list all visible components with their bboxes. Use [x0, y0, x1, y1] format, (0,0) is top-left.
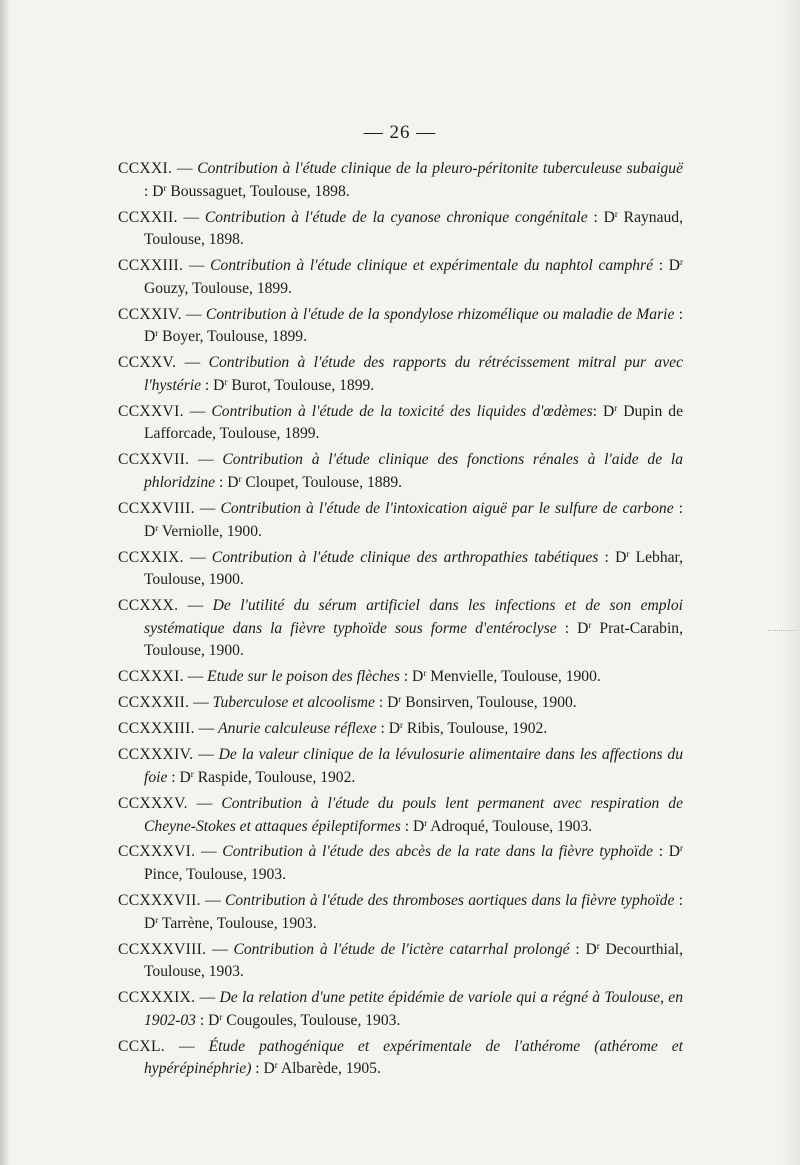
thesis-entry	[118, 255, 683, 300]
entry-doctor-prefix: D	[668, 257, 680, 275]
entry-separator: :	[653, 843, 669, 861]
entry-dash: —	[206, 940, 234, 958]
entry-dash: —	[176, 354, 209, 372]
entry-title: Contribution à l'étude clinique et expérimentale du naphtol camphré	[210, 257, 654, 275]
entry-doctor-superscript: r	[596, 940, 600, 951]
entry-separator: :	[167, 768, 180, 786]
thesis-entry	[118, 841, 683, 886]
entry-title: Contribution à l'étude de l'intoxication aiguë par le sulfure de carbone	[220, 500, 674, 518]
entry-author: Raynaud, Toulouse, 1898.	[144, 208, 683, 249]
entry-doctor-prefix: D	[179, 768, 191, 786]
entry-title: Contribution à l'étude de l'ictère catarrhal prolongé	[233, 940, 570, 958]
thesis-entry	[118, 449, 683, 494]
entry-number: CCXXVIII.	[118, 500, 195, 518]
entry-number: CCXXIX.	[118, 548, 184, 566]
entry-dash: —	[183, 402, 212, 420]
scan-page-edge	[782, 0, 800, 1165]
entry-title: Anurie calculeuse réflexe	[218, 720, 377, 738]
entry-number: CCXXXVIII.	[118, 940, 207, 958]
entry-title: De l'utilité du sérum artificiel dans les infections et de son emploi systématique dans la fièvre typhoïde sous forme d'entéroclyse	[144, 597, 683, 637]
entry-dash: —	[183, 548, 212, 566]
entry-author: Burot, Toulouse, 1899.	[227, 376, 375, 394]
entry-number: CCXXXV.	[118, 794, 188, 812]
entry-doctor-superscript: r	[219, 1011, 223, 1022]
entry-separator: :	[674, 892, 683, 910]
entry-separator: :	[674, 305, 684, 323]
entry-author: Menvielle, Toulouse, 1900.	[426, 668, 601, 686]
entry-doctor-superscript: r	[680, 257, 683, 268]
entry-number: CCXXXII.	[118, 694, 190, 712]
thesis-entry	[118, 666, 683, 689]
entry-dash: —	[183, 257, 211, 275]
entry-author: Boussaguet, Toulouse, 1898.	[166, 182, 350, 200]
entry-doctor-superscript: r	[680, 843, 684, 854]
thesis-entry	[118, 1036, 683, 1081]
entry-number: CCXXI.	[118, 160, 173, 177]
thesis-entry	[118, 793, 683, 838]
entry-title: Contribution à l'étude clinique des arthropathies tabétiques	[211, 548, 599, 566]
entry-doctor-superscript: r	[155, 522, 159, 533]
entry-author: Dupin de Lafforcade, Toulouse, 1899.	[144, 402, 683, 443]
entry-dash: —	[200, 892, 225, 910]
entry-doctor-prefix: D	[388, 720, 401, 738]
entry-author: Lebhar, Toulouse, 1900.	[144, 548, 683, 589]
thesis-entry	[118, 692, 683, 715]
entry-separator: :	[195, 1011, 209, 1029]
entry-author: Decourthial, Toulouse, 1903.	[144, 940, 683, 981]
entry-doctor-superscript: r	[588, 619, 592, 630]
thesis-entry	[118, 987, 683, 1032]
entry-dash: —	[187, 794, 222, 812]
entry-doctor-superscript: r	[626, 548, 630, 559]
entry-doctor-prefix: D	[577, 619, 589, 637]
entry-author: Verniolle, 1900.	[158, 522, 262, 540]
entry-separator: :	[556, 619, 578, 637]
thesis-entry	[118, 939, 683, 984]
entry-dash: —	[195, 843, 223, 861]
entry-doctor-prefix: D	[603, 208, 615, 226]
entry-dash: —	[172, 160, 198, 177]
entry-separator: :	[653, 257, 669, 275]
entry-separator: :	[598, 548, 616, 566]
entry-title: Contribution à l'étude clinique des fonctions rénales à l'aide de la phloridzine	[144, 451, 683, 492]
entry-dash: —	[165, 1037, 209, 1055]
entry-doctor-prefix: D	[213, 376, 225, 394]
entry-doctor-superscript: r	[155, 914, 159, 925]
entry-doctor-prefix: D	[615, 548, 627, 566]
entry-author: Prat-Carabin, Toulouse, 1900.	[144, 619, 683, 660]
scan-binding-shadow	[0, 0, 10, 1165]
entry-doctor-prefix: D	[387, 694, 399, 712]
entry-title: Contribution à l'étude de la spondylose rhizomélique ou maladie de Marie	[205, 305, 675, 323]
entry-author: Ribis, Toulouse, 1902.	[403, 720, 548, 738]
thesis-entry	[118, 401, 683, 446]
thesis-entry	[118, 207, 683, 252]
thesis-entry	[118, 158, 683, 203]
entry-title: Contribution à l'étude des thromboses aortiques dans la fièvre typhoïde	[224, 892, 675, 910]
entry-author: Adroqué, Toulouse, 1903.	[427, 817, 593, 835]
entry-title: Etude sur le poison des flèches	[207, 668, 400, 686]
entry-separator: :	[144, 182, 153, 200]
page-number: — 26 —	[363, 122, 437, 143]
entry-dash: —	[177, 208, 205, 226]
entry-dash: —	[195, 989, 220, 1007]
entry-doctor-superscript: r	[190, 768, 194, 779]
entry-dash: —	[193, 746, 219, 764]
thesis-entry	[118, 352, 683, 397]
thesis-entry	[118, 744, 683, 789]
entry-doctor-superscript: r	[224, 376, 228, 387]
entry-number: CCXXIII.	[118, 257, 184, 275]
entry-number: CCXXIV.	[118, 305, 182, 323]
entry-separator: :	[374, 694, 388, 712]
entry-number: CCXXX.	[118, 597, 179, 615]
entry-separator: :	[400, 817, 413, 835]
entry-author: Cougoules, Toulouse, 1903.	[222, 1011, 401, 1029]
thesis-entry	[118, 304, 683, 349]
entry-doctor-prefix: D	[263, 1060, 275, 1078]
entry-author: Tarrène, Toulouse, 1903.	[158, 914, 317, 932]
entry-title: Contribution à l'étude clinique de la pleuro-péritonite tuberculeuse subaiguë	[197, 160, 683, 177]
entry-number: CCXXII.	[118, 208, 178, 226]
entry-title: Contribution à l'étude de la cyanose chronique congénitale	[204, 208, 588, 226]
entry-title: Contribution à l'étude des abcès de la rate dans la fièvre typhoïde	[222, 843, 654, 861]
entry-author: Cloupet, Toulouse, 1889.	[241, 474, 403, 492]
entry-number: CCXXXIII.	[118, 720, 195, 738]
entry-doctor-prefix: D	[208, 1011, 220, 1029]
entry-doctor-prefix: D	[412, 668, 424, 686]
entry-title: Contribution à l'étude du pouls lent permanent avec respiration de Cheyne-Stokes et attaques épileptiformes	[144, 794, 684, 835]
entry-doctor-prefix: D	[144, 522, 156, 540]
entry-number: CCXXXIX.	[118, 989, 196, 1007]
entry-dash: —	[189, 451, 223, 469]
entry-separator: :	[215, 474, 228, 492]
entry-title: De la relation d'une petite épidémie de variole qui a régné à Toulouse, en 1902-03	[144, 989, 683, 1029]
entry-separator: :	[587, 208, 604, 226]
entry-dash: —	[189, 694, 213, 712]
entry-author: Gouzy, Toulouse, 1899.	[144, 279, 292, 297]
entry-doctor-prefix: D	[227, 474, 239, 492]
entry-separator: :	[569, 940, 586, 958]
entry-number: CCXXVI.	[118, 402, 184, 420]
entry-doctor-prefix: D	[668, 843, 681, 861]
entry-title: Tuberculose et alcoolisme	[212, 694, 375, 712]
entry-author: Raspide, Toulouse, 1902.	[193, 768, 356, 786]
entry-separator: :	[251, 1060, 264, 1078]
thesis-entry	[118, 547, 683, 592]
entry-doctor-superscript: r	[398, 694, 402, 705]
entry-doctor-superscript: r	[423, 668, 427, 679]
entry-doctor-prefix: D	[585, 940, 597, 958]
entry-number: CCXXXVI.	[118, 843, 196, 861]
entry-doctor-prefix: D	[603, 402, 615, 420]
entry-doctor-superscript: r	[400, 720, 404, 731]
entry-doctor-superscript: r	[614, 208, 618, 219]
entry-author: Albarède, 1905.	[277, 1060, 381, 1078]
entry-number: CCXL.	[118, 1037, 165, 1055]
thesis-entry	[118, 718, 683, 741]
entry-separator: :	[592, 402, 604, 420]
entry-dash: —	[194, 500, 221, 518]
entry-separator: :	[201, 376, 214, 394]
entry-number: CCXXXI.	[118, 668, 184, 686]
entry-author: Boyer, Toulouse, 1899.	[158, 328, 307, 346]
entry-separator: :	[399, 668, 413, 686]
entry-doctor-prefix: D	[152, 182, 164, 200]
entry-doctor-superscript: r	[155, 328, 159, 339]
entry-number: CCXXXVII.	[118, 892, 201, 910]
entry-title: De la valeur clinique de la lévulosurie alimentaire dans les affections du foie	[144, 746, 684, 786]
entry-number: CCXXV.	[118, 354, 177, 372]
entry-dash: —	[183, 668, 208, 686]
entry-doctor-superscript: r	[614, 402, 618, 413]
entry-separator: :	[376, 720, 389, 738]
entry-author: Pince, Toulouse, 1903.	[144, 866, 286, 884]
entry-title: Contribution à l'étude de la toxicité des liquides d'œdèmes	[211, 402, 593, 420]
entry-doctor-superscript: r	[424, 817, 428, 828]
entry-doctor-superscript: r	[163, 182, 167, 193]
thesis-entry	[118, 498, 683, 543]
entry-number: CCXXVII.	[118, 451, 190, 469]
entry-doctor-superscript: r	[274, 1060, 278, 1071]
thesis-entry	[118, 595, 683, 663]
thesis-list	[118, 158, 683, 1084]
entry-separator: :	[673, 500, 683, 518]
entry-doctor-superscript: r	[238, 474, 242, 485]
entry-dash: —	[181, 305, 206, 323]
entry-dash: —	[194, 720, 219, 738]
entry-dash: —	[178, 597, 213, 615]
entry-doctor-prefix: D	[412, 817, 425, 835]
entry-title: Étude pathogénique et expérimentale de l'athérome (athérome et hypérépinéphrie)	[144, 1037, 684, 1078]
entry-doctor-prefix: D	[144, 328, 156, 346]
entry-doctor-prefix: D	[144, 914, 156, 932]
entry-number: CCXXXIV.	[118, 746, 194, 764]
entry-author: Bonsirven, Toulouse, 1900.	[401, 694, 577, 712]
thesis-entry	[118, 890, 683, 935]
scan-artifact-mark	[768, 630, 796, 637]
entry-title: Contribution à l'étude des rapports du rétrécissement mitral pur avec l'hystérie	[144, 354, 683, 394]
